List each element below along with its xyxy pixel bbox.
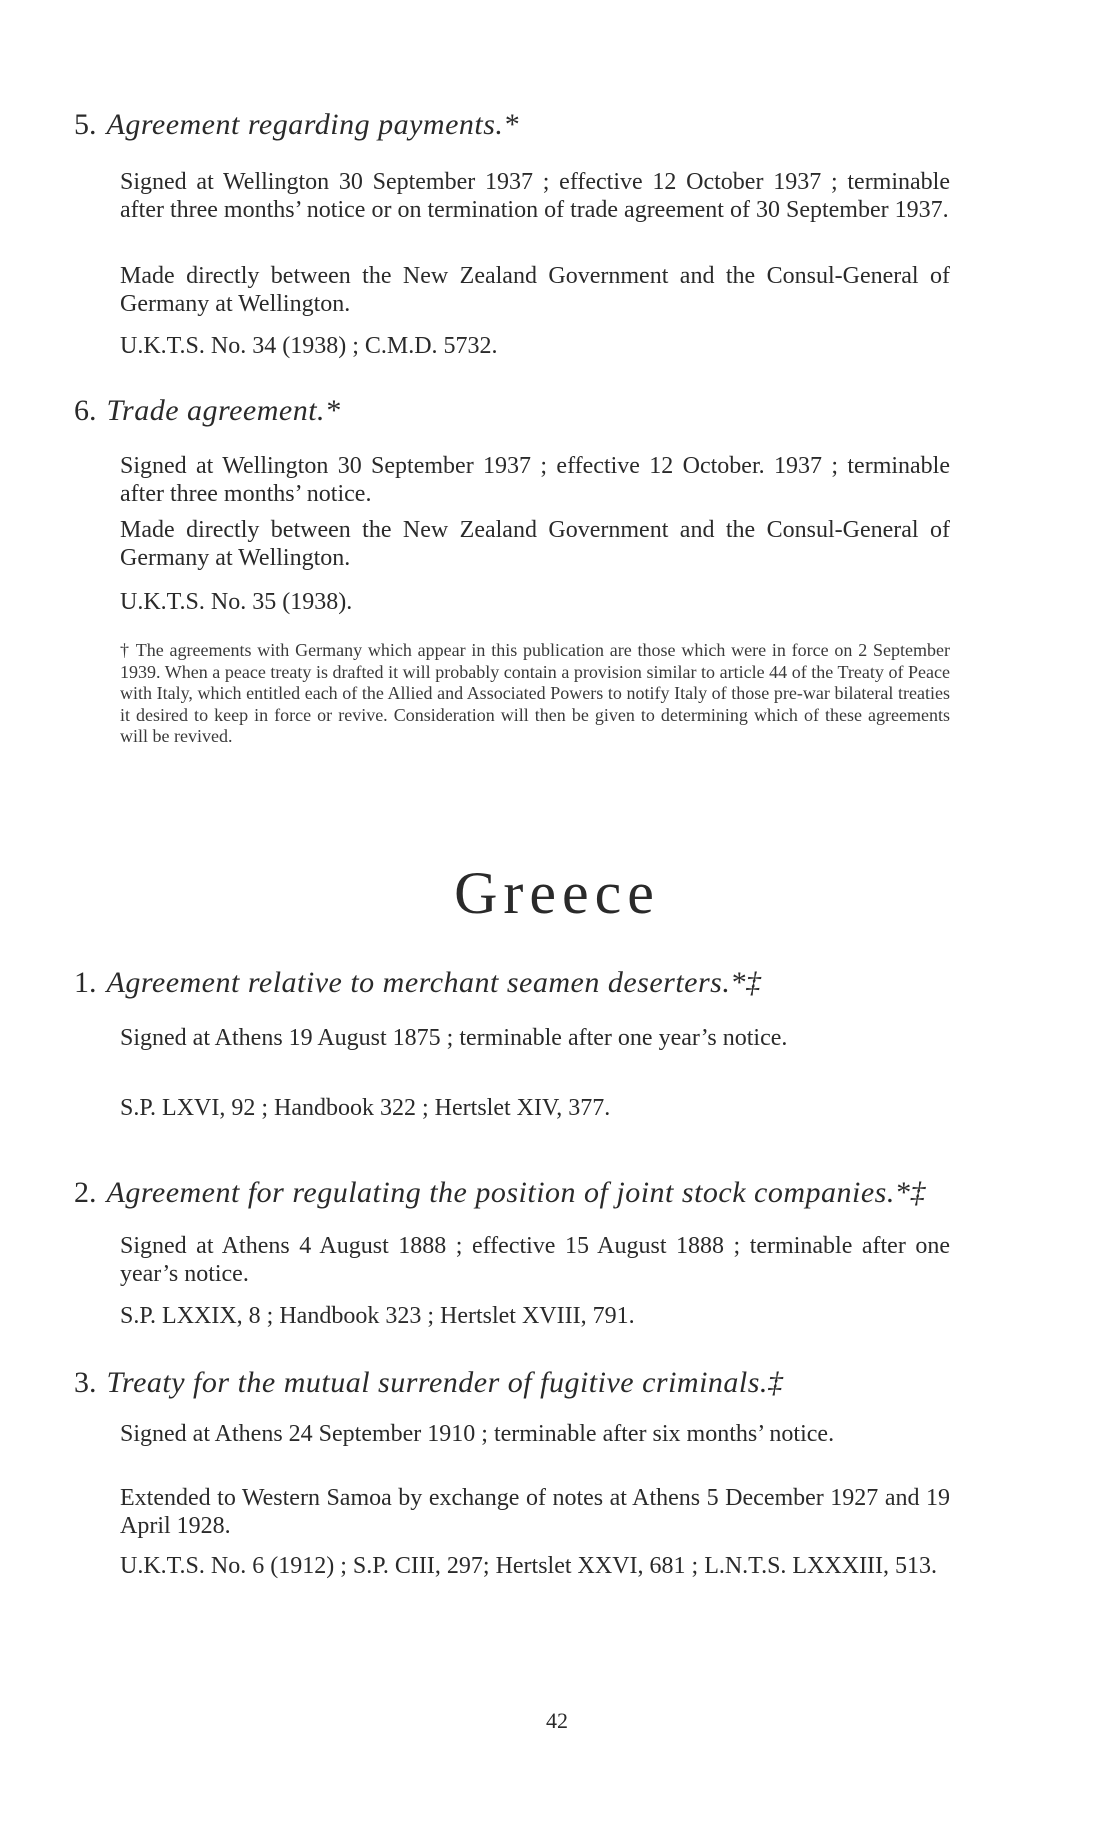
entry-reference: U.K.T.S. No. 6 (1912) ; S.P. CIII, 297; Hertslet XXVI, 681 ; L.N.T.S. LXXXIII, 513.	[120, 1553, 938, 1579]
entry-paragraph: Made directly between the New Zealand Government and the Consul-General of Germany at Wellington.	[120, 263, 950, 317]
entry-paragraph: Signed at Athens 24 September 1910 ; terminable after six months’ notice.	[120, 1421, 835, 1447]
entry-reference: U.K.T.S. No. 34 (1938) ; C.M.D. 5732.	[120, 333, 498, 359]
entry-title: Trade agreement.*	[106, 394, 341, 427]
entry-paragraph: Signed at Wellington 30 September 1937 ; effective 12 October 1937 ; terminable after three months’ notice or on termination of trade agreement of 30 September 1937.	[120, 169, 950, 223]
footnote: † The agreements with Germany which appear in this publication are those which were in force on 2 September 1939. When a peace treaty is drafted it will probably contain a provision similar to article 44 of the Treaty of Peace with Italy, which entitled each of the Allied and Associated Powers to notify Italy of those pre-war bilateral treaties it desired to keep in force or revive. Consideration will then be given to determining which of these agreements will be revived.	[120, 640, 950, 746]
entry-paragraph: Signed at Athens 19 August 1875 ; terminable after one year’s notice.	[120, 1025, 788, 1051]
entry-paragraph: Made directly between the New Zealand Government and the Consul-General of Germany at Wellington.	[120, 517, 950, 571]
entry-title: Agreement regarding payments.*	[106, 108, 519, 141]
entry-title: Agreement relative to merchant seamen deserters.*‡	[106, 966, 762, 999]
country-heading: Greece	[454, 860, 660, 926]
entry-number: 2.	[74, 1176, 97, 1209]
entry-reference: S.P. LXVI, 92 ; Handbook 322 ; Hertslet XIV, 377.	[120, 1095, 611, 1121]
entry-paragraph: Extended to Western Samoa by exchange of notes at Athens 5 December 1927 and 19 April 1928.	[120, 1485, 950, 1539]
entry-number: 1.	[74, 966, 97, 999]
entry-title: Agreement for regulating the position of joint stock companies.*‡	[106, 1176, 926, 1209]
entry-heading-greece-1	[74, 966, 761, 1000]
entry-heading-greece-2	[74, 1176, 926, 1210]
entry-reference: S.P. LXXIX, 8 ; Handbook 323 ; Hertslet XVIII, 791.	[120, 1303, 635, 1329]
entry-heading-germany-6	[74, 394, 341, 428]
entry-reference: U.K.T.S. No. 35 (1938).	[120, 589, 353, 615]
entry-paragraph: Signed at Athens 4 August 1888 ; effective 15 August 1888 ; terminable after one year’s notice.	[120, 1233, 950, 1287]
page-number: 42	[546, 1708, 568, 1733]
entry-title: Treaty for the mutual surrender of fugitive criminals.‡	[106, 1366, 784, 1399]
entry-heading-greece-3	[74, 1366, 783, 1400]
entry-number: 6.	[74, 394, 97, 427]
entry-number: 5.	[74, 108, 97, 141]
entry-heading-germany-5	[74, 108, 519, 142]
entry-number: 3.	[74, 1366, 97, 1399]
entry-paragraph: Signed at Wellington 30 September 1937 ; effective 12 October. 1937 ; terminable after three months’ notice.	[120, 453, 950, 507]
